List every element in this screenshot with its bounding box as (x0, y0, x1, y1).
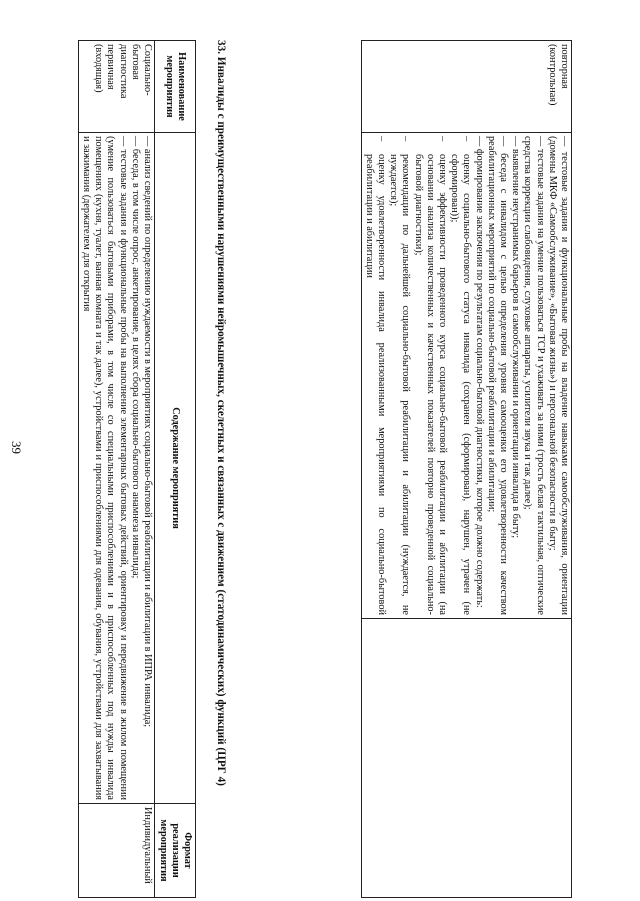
conclusion-subitem: – оценку социально-бытового статуса инвалида (сохранен (сформирован), нарушен, утрачен (не сформирован)); (449, 136, 473, 615)
content-line: — беседа, в том числе опрос, анкетирование, в целях сбора социально-бытового анамнеза инвалида; (129, 136, 141, 579)
header-event-format: Формат реализации мероприятия (155, 804, 196, 898)
header-event-name: Наименование мероприятия (155, 41, 196, 133)
content-line: — анализ сведений по определению нуждаемости в мероприятиях социально-бытовой реабилитации и абилитации в ИПРА инвалида; (142, 136, 153, 728)
event-name: Социально-бытовая диагностика (117, 44, 153, 99)
content-line: — беседа с инвалидом с целью определения уровня самооценки его удовлетворенности качеством реабилитационных мероприятий по социально-бытовой реабилитации и абилитации; (485, 136, 509, 615)
dash-marker: – (400, 136, 412, 142)
content-line: — выявление неустранимых барьеров в самообслуживании и ориентации инвалида в быту; (510, 136, 522, 539)
dash-marker: – (461, 136, 473, 142)
conclusion-subitem: – рекомендации по дальнейшей социально-бытовой реабилитации и абилитации (нуждается, не нуждается); (388, 136, 412, 615)
header-event-content: Содержание мероприятия (155, 133, 196, 804)
event-format-cell (78, 804, 154, 898)
event-content-cell (78, 133, 154, 804)
event-format-cell (361, 619, 571, 898)
content-line: — тестовые задания и функциональные пробы на выполнение элементарных бытовых действий, ориентировку и передвижение в жилом помещении (умение пользоваться бытовыми приборами, в том числе со специальными приспособлениями и в приспособленных под нужды инвалида помещениях (кухня, туалет, ванная комната и так далее), устройствами и приспособлениями для одевания, обувания, устройствами для захватывания и зажимания (держателем для открытия (80, 136, 129, 800)
content-line: — тестовые задания на умение пользоваться ТСР и ухаживать за ними (трость белая тактильная, оптические средства коррекции слабовидения, слуховые аппараты, усилители звука и так далее); (522, 136, 546, 615)
table-row (78, 41, 154, 898)
table-header-row (155, 41, 196, 898)
event-name-cell (361, 41, 571, 133)
event-name: повторная (контрольная) (546, 44, 570, 106)
event-format: Индивидуальный (142, 807, 153, 884)
content-line: — формирование заключения по результатам социально-бытовой диагностики, которое должно содержать: (473, 136, 485, 608)
event-content-cell (361, 133, 571, 619)
dash-marker: – (436, 136, 448, 142)
event-name-cell (78, 41, 154, 133)
rehab-table-continued (361, 40, 572, 898)
event-subtype: первичная (входящая) (93, 44, 117, 93)
dash-marker: – (375, 136, 387, 142)
rehab-table (78, 40, 196, 898)
page-number: 39 (9, 441, 24, 454)
section-heading: 33. Инвалиды с преимущественными нарушениями нейромышечных, скелетных и связанных с движением (статодинамических) функций (ЦРГ 4) (215, 40, 227, 786)
conclusion-subitem: – оценку эффективности проведенного курса социально-бытовой реабилитации и абилитации (на основании анализа количественных и качественных показателей повторно проведенной социально-бытовой диагностики); (412, 136, 448, 615)
table-row (361, 41, 571, 898)
content-line: — тестовые задания и функциональные пробы на владение навыками самообслуживания, ориентации (домены МКФ «Самообслуживание», «Бытовая жизнь») и персональной безопасности в быту; (546, 136, 570, 615)
conclusion-subitem: – оценку удовлетворенности инвалида реализованными мероприятиями по социально-бытовой реабилитации и абилитации (363, 136, 387, 615)
